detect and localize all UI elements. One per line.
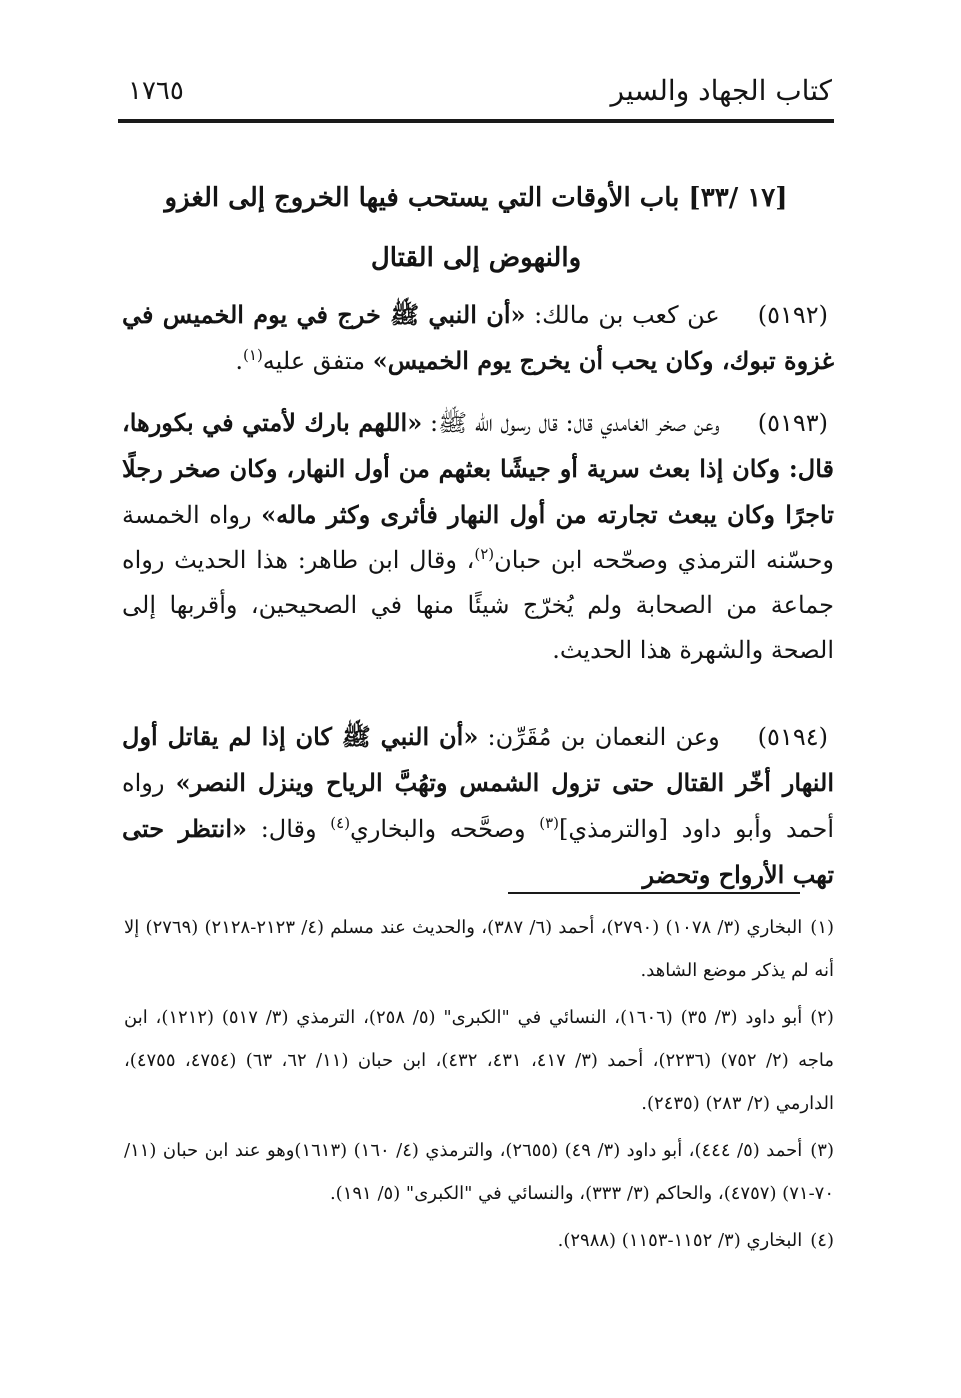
hadith-commentary: ، وقال ابن طاهر: هذا الحديث رواه جماعة من الصحابة ولم يُخرّج شيئًا منها في الصحيحين، وأقربها إلى الصحة والشهرة هذا الحديث. (122, 546, 834, 664)
footnote-text: البخاري (٣/ ١١٥٢-١١٥٣) (٢٩٨٨). (557, 1230, 803, 1251)
footnote-item (124, 906, 834, 992)
hadith-5194 (122, 714, 834, 898)
hadith-matn: «أن النبي ﷺ خرج في يوم الخميس في غزوة تبوك، وكان يحب أن يخرج يوم الخميس» (122, 300, 834, 375)
hadith-intro: وعن صخر الغامدي قال: قال رسول الله ﷺ: (422, 409, 720, 437)
footnote-item (124, 996, 834, 1125)
footnote-label: (٣) (810, 1140, 834, 1161)
footnote-text: أبو داود (٣/ ٣٥) (١٦٠٦)، النسائي في "الكبرى" (٥/ ٢٥٨)، الترمذي (٣/ ٥١٧) (١٢١٢)، ابن ماجه (٢/ ٧٥٢) (٢٢٣٦)، أحمد (٣/ ٤١٧، ٤٣١، ٤٣٢)، ابن حبان (١١/ ٦٢، ٦٣) (٤٧٥٤، ٤٧٥٥)، الدارمي (٢/ ٢٨٣) (٢٤٣٥). (124, 1007, 835, 1114)
footnote-separator (508, 892, 800, 894)
footnote-label: (٤) (810, 1230, 834, 1251)
footnote-ref: (٢) (474, 545, 495, 563)
hadith-intro: عن كعب بن مالك: (525, 301, 720, 329)
running-title: كتاب الجهاد والسير (610, 74, 832, 107)
hadith-5193 (122, 400, 834, 673)
hadith-number: (٥١٩٣) (757, 409, 828, 437)
hadith-source: متفق عليه (262, 347, 373, 375)
footnote-text: أحمد (٥/ ٤٤٤)، أبو داود (٣/ ٤٩) (٢٦٥٥)، والترمذي (٤/ ١٦٠) (١٦١٣)وهو عند ابن حبان (١١/ ٧٠-٧١) (٤٧٥٧)، والحاكم (٣/ ٣٣٣)، والنسائي في "الكبرى" (٥/ ١٩١). (124, 1140, 834, 1204)
hadith-matn-2: «انتظر حتى تهب الأرواح وتحضر (122, 814, 834, 889)
page-header (118, 70, 834, 120)
footnote-text: البخاري (٣/ ١٠٧٨) (٢٧٩٠)، أحمد (٦/ ٣٨٧)، والحديث عند مسلم (٤/ ٢١٢٣-٢١٢٨) (٢٧٦٩) إلا أنه لم يذكر موضع الشاهد. (124, 917, 834, 981)
footnote-item (124, 1219, 834, 1262)
page-number: ١٧٦٥ (128, 76, 184, 106)
hadith-intro: وعن النعمان بن مُقَرِّن: (478, 723, 720, 751)
hadith-source: رواه أحمد وأبو داود [والترمذي] (122, 769, 834, 843)
hadith-matn: «أن النبي ﷺ كان إذا لم يقاتل أول النهار أخّر القتال حتى تزول الشمس وتهُبَّ الرياح وينزل النصر» (122, 722, 834, 797)
chapter-heading-line2: والنهوض إلى القتال (370, 243, 582, 273)
footnote-ref: (٣) (539, 814, 559, 832)
footnote-item (124, 1129, 834, 1215)
hadith-source: رواه الخمسة وحسّنه الترمذي وصحّحه ابن حبان (122, 501, 834, 574)
footnote-label: (١) (810, 917, 835, 938)
footnote-ref: (١) (243, 346, 263, 364)
hadith-number: (٥١٩٢) (757, 301, 829, 329)
hadith-5192 (122, 292, 834, 384)
hadith-number: (٥١٩٤) (757, 723, 828, 751)
footnote-label: (٢) (810, 1007, 834, 1028)
header-rule (118, 119, 834, 123)
hadith-source-2: وصحَّحه والبخاري (350, 815, 540, 843)
hadith-end: . (235, 347, 244, 375)
footnotes (124, 906, 834, 1266)
hadith-matn: «اللهم بارك لأمتي في بكورها، قال: وكان إذا بعث سرية أو جيشًا بعثهم من أول النهار، وكان صخر رجلًا تاجرًا وكان يبعث تجارته من أول النهار فأثرى وكثر ماله» (122, 408, 834, 529)
footnote-ref: (٤) (330, 814, 351, 832)
chapter-heading-line1: [١٧ /٣٣] باب الأوقات التي يستحب فيها الخروج إلى الغزو (164, 183, 788, 213)
chapter-heading (118, 168, 834, 288)
hadith-source-3: وقال: (247, 815, 331, 843)
